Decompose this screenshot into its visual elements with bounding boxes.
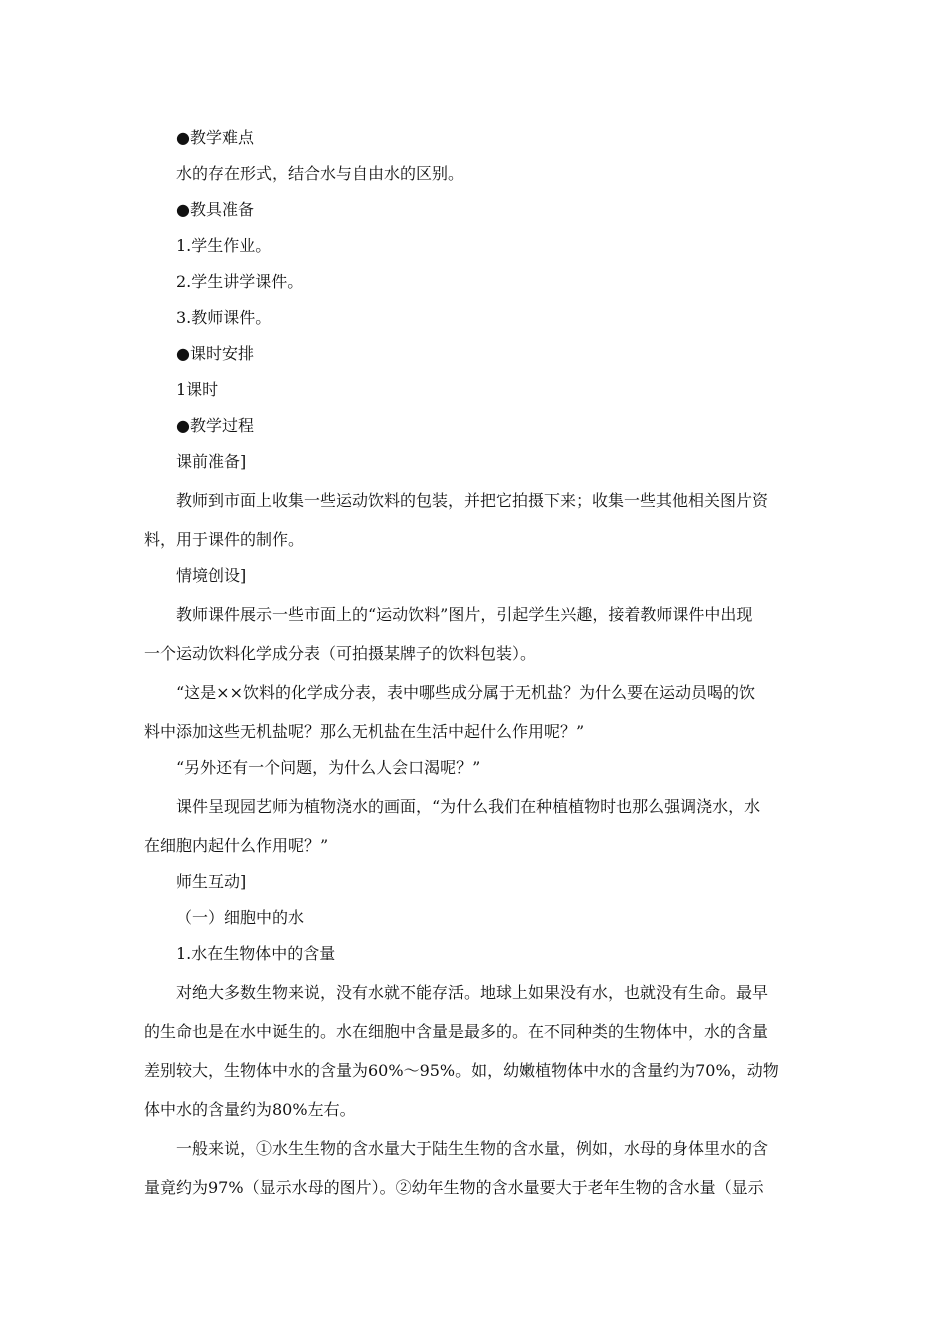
tool-item-2: 2.学生讲学课件。 bbox=[176, 272, 304, 291]
tool-item-1: 1.学生作业。 bbox=[176, 236, 272, 255]
content-paragraph-line: 量竟约为97%（显示水母的图片）。②幼年生物的含水量要大于老年生物的含水量（显示 bbox=[144, 1178, 764, 1197]
heading-teaching-process: ●教学过程 bbox=[176, 416, 254, 435]
label-prep: 课前准备] bbox=[176, 452, 247, 471]
content-paragraph-line: 一般来说，①水生生物的含水量大于陆生生物的含水量，例如，水母的身体里水的含 bbox=[176, 1139, 769, 1158]
scene-quote-line: 料中添加这些无机盐呢？那么无机盐在生活中起什么作用呢？” bbox=[144, 722, 585, 741]
scene-paragraph-line: 课件呈现园艺师为植物浇水的画面，“为什么我们在种植植物时也那么强调浇水，水 bbox=[176, 797, 761, 816]
content-paragraph-line: 对绝大多数生物来说，没有水就不能存活。地球上如果没有水，也就没有生命。最早 bbox=[176, 983, 769, 1002]
tool-item-3: 3.教师课件。 bbox=[176, 308, 272, 327]
label-scene: 情境创设] bbox=[176, 566, 247, 585]
scene-paragraph-line: 一个运动饮料化学成分表（可拍摄某牌子的饮料包装）。 bbox=[144, 644, 537, 663]
heading-class-schedule: ●课时安排 bbox=[176, 344, 254, 363]
difficulty-text: 水的存在形式，结合水与自由水的区别。 bbox=[176, 164, 465, 183]
prep-paragraph-line: 教师到市面上收集一些运动饮料的包装，并把它拍摄下来；收集一些其他相关图片资 bbox=[176, 491, 769, 510]
subheading-water-content: 1.水在生物体中的含量 bbox=[176, 944, 336, 963]
content-paragraph-line: 的生命也是在水中诞生的。水在细胞中含量是最多的。在不同种类的生物体中，水的含量 bbox=[144, 1022, 769, 1041]
content-paragraph-line: 体中水的含量约为80%左右。 bbox=[144, 1100, 356, 1119]
scene-paragraph-line: 教师课件展示一些市面上的“运动饮料”图片，引起学生兴趣，接着教师课件中出现 bbox=[176, 605, 753, 624]
subheading-water-in-cells: （一）细胞中的水 bbox=[176, 908, 305, 927]
prep-paragraph-line: 料，用于课件的制作。 bbox=[144, 530, 305, 549]
schedule-text: 1课时 bbox=[176, 380, 219, 399]
label-interaction: 师生互动] bbox=[176, 872, 247, 891]
heading-teaching-difficulty: ●教学难点 bbox=[176, 128, 254, 147]
content-paragraph-line: 差别较大，生物体中水的含量为60%～95%。如，幼嫩植物体中水的含量约为70%，动物 bbox=[144, 1061, 779, 1080]
heading-teaching-tools: ●教具准备 bbox=[176, 200, 254, 219]
scene-paragraph-line: 在细胞内起什么作用呢？” bbox=[144, 836, 329, 855]
scene-quote-line: “这是××饮料的化学成分表，表中哪些成分属于无机盐？为什么要在运动员喝的饮 bbox=[176, 683, 755, 702]
scene-quote-thirst: “另外还有一个问题，为什么人会口渴呢？” bbox=[176, 758, 481, 777]
